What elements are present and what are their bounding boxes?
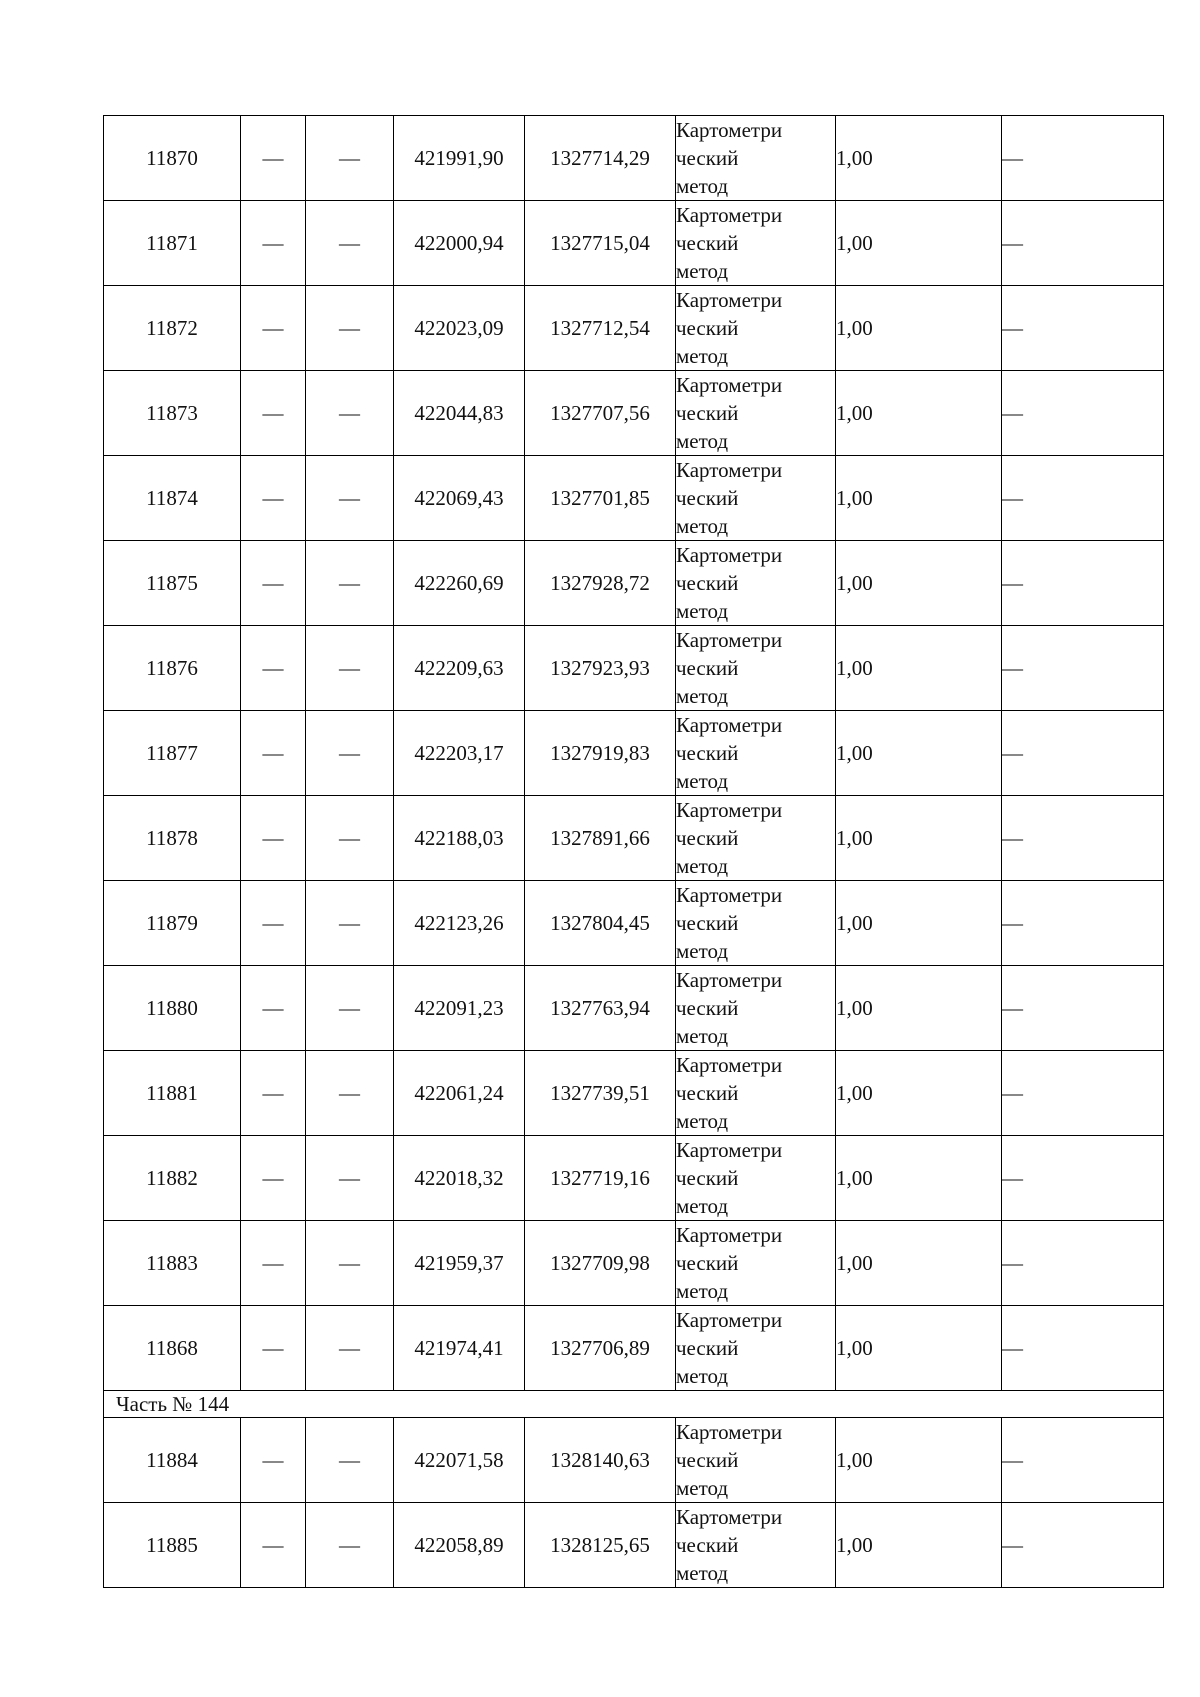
- coordinate-x-cell: 422018,32: [394, 1136, 525, 1221]
- accuracy-cell: 1,00: [836, 116, 1002, 201]
- coordinate-y-cell: 1327739,51: [525, 1051, 676, 1136]
- method-cell: Картометри ческий метод: [676, 1136, 836, 1221]
- table-row: [104, 1221, 1164, 1306]
- accuracy-cell: 1,00: [836, 966, 1002, 1051]
- method-cell: Картометри ческий метод: [676, 116, 836, 201]
- point-number-cell: 11877: [104, 711, 241, 796]
- coordinate-x-cell: 422260,69: [394, 541, 525, 626]
- accuracy-cell: 1,00: [836, 1306, 1002, 1391]
- dash-cell: —: [306, 1418, 394, 1503]
- table-row: [104, 711, 1164, 796]
- coordinate-x-cell: 422058,89: [394, 1503, 525, 1588]
- dash-cell: —: [306, 711, 394, 796]
- dash-cell: —: [1002, 1306, 1164, 1391]
- coordinate-y-cell: 1327804,45: [525, 881, 676, 966]
- coordinate-y-cell: 1327712,54: [525, 286, 676, 371]
- dash-cell: —: [306, 1136, 394, 1221]
- dash-cell: —: [1002, 711, 1164, 796]
- point-number-cell: 11874: [104, 456, 241, 541]
- method-cell: Картометри ческий метод: [676, 371, 836, 456]
- coordinate-x-cell: 422123,26: [394, 881, 525, 966]
- dash-cell: —: [241, 1503, 306, 1588]
- dash-cell: —: [1002, 286, 1164, 371]
- table-row: [104, 1503, 1164, 1588]
- dash-cell: —: [241, 796, 306, 881]
- coordinate-x-cell: 421991,90: [394, 116, 525, 201]
- dash-cell: —: [306, 371, 394, 456]
- point-number-cell: 11868: [104, 1306, 241, 1391]
- accuracy-cell: 1,00: [836, 201, 1002, 286]
- coordinate-y-cell: 1327923,93: [525, 626, 676, 711]
- accuracy-cell: 1,00: [836, 796, 1002, 881]
- dash-cell: —: [241, 456, 306, 541]
- coordinate-x-cell: 421974,41: [394, 1306, 525, 1391]
- method-cell: Картометри ческий метод: [676, 456, 836, 541]
- dash-cell: —: [1002, 201, 1164, 286]
- dash-cell: —: [306, 1503, 394, 1588]
- coordinates-table-body: [104, 116, 1164, 1588]
- method-cell: Картометри ческий метод: [676, 286, 836, 371]
- dash-cell: —: [306, 541, 394, 626]
- dash-cell: —: [306, 286, 394, 371]
- table-row: [104, 116, 1164, 201]
- accuracy-cell: 1,00: [836, 541, 1002, 626]
- dash-cell: —: [1002, 541, 1164, 626]
- table-row: [104, 371, 1164, 456]
- table-row: [104, 881, 1164, 966]
- accuracy-cell: 1,00: [836, 1503, 1002, 1588]
- accuracy-cell: 1,00: [836, 711, 1002, 796]
- point-number-cell: 11873: [104, 371, 241, 456]
- accuracy-cell: 1,00: [836, 1221, 1002, 1306]
- point-number-cell: 11879: [104, 881, 241, 966]
- dash-cell: —: [306, 796, 394, 881]
- dash-cell: —: [1002, 456, 1164, 541]
- dash-cell: —: [306, 966, 394, 1051]
- coordinate-y-cell: 1327715,04: [525, 201, 676, 286]
- coordinate-y-cell: 1327919,83: [525, 711, 676, 796]
- point-number-cell: 11876: [104, 626, 241, 711]
- coordinates-table: [103, 115, 1164, 1588]
- method-cell: Картометри ческий метод: [676, 711, 836, 796]
- accuracy-cell: 1,00: [836, 626, 1002, 711]
- coordinate-x-cell: 422071,58: [394, 1418, 525, 1503]
- dash-cell: —: [1002, 1503, 1164, 1588]
- dash-cell: —: [241, 201, 306, 286]
- accuracy-cell: 1,00: [836, 1418, 1002, 1503]
- point-number-cell: 11882: [104, 1136, 241, 1221]
- point-number-cell: 11875: [104, 541, 241, 626]
- point-number-cell: 11870: [104, 116, 241, 201]
- accuracy-cell: 1,00: [836, 456, 1002, 541]
- coordinate-y-cell: 1327706,89: [525, 1306, 676, 1391]
- dash-cell: —: [241, 286, 306, 371]
- method-cell: Картометри ческий метод: [676, 201, 836, 286]
- method-cell: Картометри ческий метод: [676, 541, 836, 626]
- table-row: [104, 626, 1164, 711]
- accuracy-cell: 1,00: [836, 1051, 1002, 1136]
- point-number-cell: 11881: [104, 1051, 241, 1136]
- coordinate-y-cell: 1327763,94: [525, 966, 676, 1051]
- table-row: [104, 456, 1164, 541]
- coordinate-x-cell: 421959,37: [394, 1221, 525, 1306]
- table-row: [104, 796, 1164, 881]
- dash-cell: —: [241, 1306, 306, 1391]
- table-row: [104, 1051, 1164, 1136]
- dash-cell: —: [1002, 371, 1164, 456]
- coordinate-x-cell: 422044,83: [394, 371, 525, 456]
- dash-cell: —: [306, 881, 394, 966]
- coordinate-y-cell: 1328140,63: [525, 1418, 676, 1503]
- table-row: [104, 1136, 1164, 1221]
- method-cell: Картометри ческий метод: [676, 966, 836, 1051]
- dash-cell: —: [306, 1306, 394, 1391]
- dash-cell: —: [306, 626, 394, 711]
- point-number-cell: 11884: [104, 1418, 241, 1503]
- point-number-cell: 11871: [104, 201, 241, 286]
- coordinate-x-cell: 422061,24: [394, 1051, 525, 1136]
- coordinate-y-cell: 1327719,16: [525, 1136, 676, 1221]
- dash-cell: —: [241, 371, 306, 456]
- coordinate-y-cell: 1327928,72: [525, 541, 676, 626]
- accuracy-cell: 1,00: [836, 881, 1002, 966]
- method-cell: Картометри ческий метод: [676, 1221, 836, 1306]
- dash-cell: —: [1002, 881, 1164, 966]
- dash-cell: —: [1002, 116, 1164, 201]
- dash-cell: —: [241, 116, 306, 201]
- coordinate-y-cell: 1327701,85: [525, 456, 676, 541]
- dash-cell: —: [241, 541, 306, 626]
- method-cell: Картометри ческий метод: [676, 1051, 836, 1136]
- coordinate-y-cell: 1327709,98: [525, 1221, 676, 1306]
- coordinate-x-cell: 422069,43: [394, 456, 525, 541]
- coordinate-x-cell: 422091,23: [394, 966, 525, 1051]
- method-cell: Картометри ческий метод: [676, 1503, 836, 1588]
- dash-cell: —: [1002, 1136, 1164, 1221]
- point-number-cell: 11883: [104, 1221, 241, 1306]
- accuracy-cell: 1,00: [836, 371, 1002, 456]
- point-number-cell: 11878: [104, 796, 241, 881]
- method-cell: Картометри ческий метод: [676, 881, 836, 966]
- dash-cell: —: [241, 966, 306, 1051]
- point-number-cell: 11872: [104, 286, 241, 371]
- dash-cell: —: [241, 881, 306, 966]
- coordinate-x-cell: 422023,09: [394, 286, 525, 371]
- dash-cell: —: [241, 1418, 306, 1503]
- dash-cell: —: [1002, 966, 1164, 1051]
- dash-cell: —: [306, 1221, 394, 1306]
- method-cell: Картометри ческий метод: [676, 1418, 836, 1503]
- dash-cell: —: [241, 1136, 306, 1221]
- dash-cell: —: [306, 201, 394, 286]
- table-row: [104, 541, 1164, 626]
- dash-cell: —: [241, 626, 306, 711]
- coordinate-x-cell: 422209,63: [394, 626, 525, 711]
- table-row: [104, 966, 1164, 1051]
- coordinate-y-cell: 1328125,65: [525, 1503, 676, 1588]
- method-cell: Картометри ческий метод: [676, 626, 836, 711]
- table-row: [104, 1306, 1164, 1391]
- method-cell: Картометри ческий метод: [676, 1306, 836, 1391]
- method-cell: Картометри ческий метод: [676, 796, 836, 881]
- dash-cell: —: [241, 711, 306, 796]
- dash-cell: —: [1002, 626, 1164, 711]
- dash-cell: —: [1002, 796, 1164, 881]
- dash-cell: —: [306, 116, 394, 201]
- part-label: Часть № 144: [104, 1391, 1164, 1418]
- dash-cell: —: [306, 1051, 394, 1136]
- part-header-row: [104, 1391, 1164, 1418]
- dash-cell: —: [241, 1221, 306, 1306]
- dash-cell: —: [1002, 1221, 1164, 1306]
- accuracy-cell: 1,00: [836, 1136, 1002, 1221]
- table-row: [104, 286, 1164, 371]
- coordinate-x-cell: 422188,03: [394, 796, 525, 881]
- coordinate-y-cell: 1327714,29: [525, 116, 676, 201]
- coordinate-y-cell: 1327891,66: [525, 796, 676, 881]
- dash-cell: —: [241, 1051, 306, 1136]
- point-number-cell: 11880: [104, 966, 241, 1051]
- point-number-cell: 11885: [104, 1503, 241, 1588]
- table-row: [104, 1418, 1164, 1503]
- dash-cell: —: [1002, 1051, 1164, 1136]
- coordinate-x-cell: 422203,17: [394, 711, 525, 796]
- accuracy-cell: 1,00: [836, 286, 1002, 371]
- dash-cell: —: [306, 456, 394, 541]
- table-row: [104, 201, 1164, 286]
- dash-cell: —: [1002, 1418, 1164, 1503]
- coordinate-x-cell: 422000,94: [394, 201, 525, 286]
- coordinate-y-cell: 1327707,56: [525, 371, 676, 456]
